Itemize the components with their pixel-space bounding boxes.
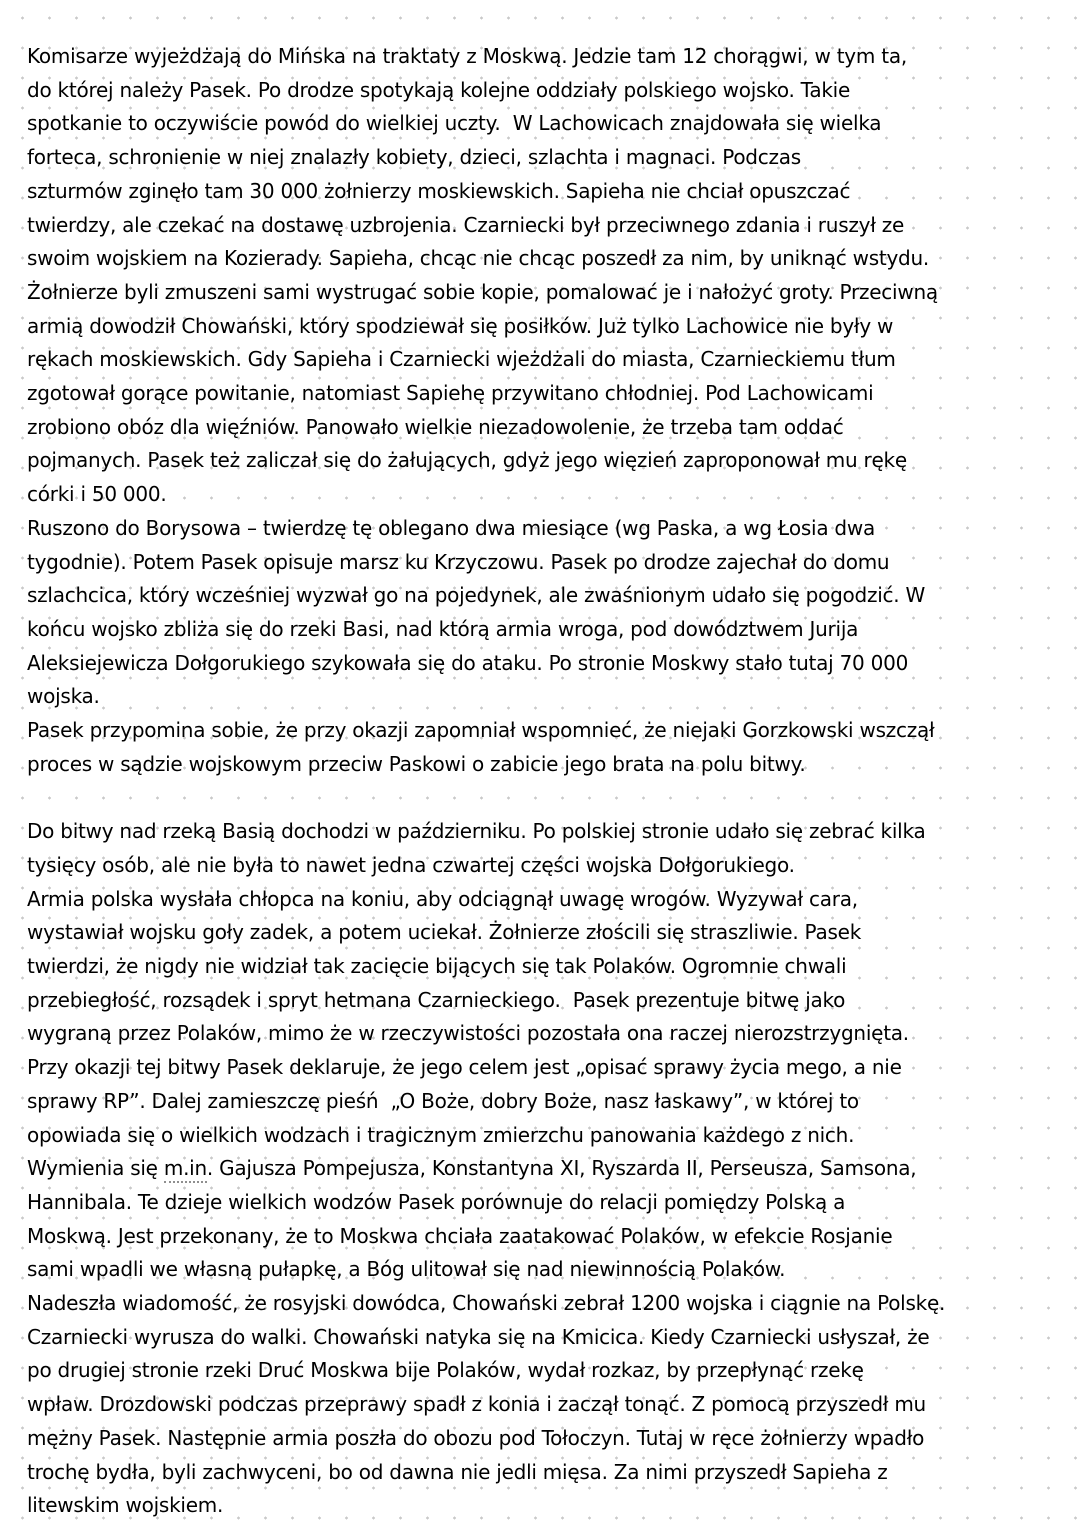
text-line: do której należy Pasek. Po drodze spotykają kolejne oddziały polskiego wojsko. Takie: [27, 77, 851, 102]
text-line: spotkanie to oczywiście powód do wielkiej uczty. W Lachowicach znajdowała się wielka: [27, 111, 882, 136]
text-line: Czarniecki wyrusza do walki. Chowański natyka się na Kmicica. Kiedy Czarniecki usłyszał, że: [27, 1324, 930, 1349]
text-line: litewskim wojskiem.: [27, 1493, 224, 1518]
text-line: pojmanych. Pasek też zaliczał się do żałujących, gdyż jego więzień zaproponował mu rękę: [27, 448, 907, 473]
text-line: Ruszono do Borysowa – twierdzę tę oblegano dwa miesiące (wg Paska, a wg Łosia dwa: [27, 515, 875, 540]
text-line: Przy okazji tej bitwy Pasek deklaruje, że jego celem jest „opisać sprawy życia mego, a nie: [27, 1055, 902, 1080]
text-line: tygodnie). Potem Pasek opisuje marsz ku Krzyczowu. Pasek po drodze zajechał do domu: [27, 549, 890, 574]
text-line: Wymienia się m.in. Gajusza Pompejusza, Konstantyna XI, Ryszarda II, Perseusza, Samsona,: [27, 1152, 1056, 1186]
blank-line: [27, 781, 1056, 815]
text-line: przebiegłość, rozsądek i spryt hetmana Czarnieckiego. Pasek prezentuje bitwę jako: [27, 987, 846, 1012]
text-line: swoim wojskiem na Kozierady. Sapieha, chcąc nie chcąc poszedł za nim, by uniknąć wstydu.: [27, 246, 930, 271]
text-line: zrobiono obóz dla więźniów. Panowało wielkie niezadowolenie, że trzeba tam oddać: [27, 414, 844, 439]
text-line: opowiada się o wielkich wodzach i tragicznym zmierzchu panowania każdego z nich.: [27, 1122, 855, 1147]
text-line: szturmów zginęło tam 30 000 żołnierzy moskiewskich. Sapieha nie chciał opuszczać: [27, 178, 851, 203]
text-line: twierdzy, ale czekać na dostawę uzbrojenia. Czarniecki był przeciwnego zdania i ruszył ze: [27, 212, 905, 237]
text-line: twierdzi, że nigdy nie widział tak zacięcie bijących się tak Polaków. Ogromnie chwali: [27, 953, 847, 978]
text-line: forteca, schronienie w niej znalazły kobiety, dzieci, szlachta i magnaci. Podczas: [27, 145, 801, 170]
text-line: Hannibala. Te dzieje wielkich wodzów Pasek porównuje do relacji pomiędzy Polską a: [27, 1189, 846, 1214]
text-line: Pasek przypomina sobie, że przy okazji zapomniał wspomnieć, że niejaki Gorzkowski wszczął: [27, 718, 935, 743]
text-line: sprawy RP”. Dalej zamieszczę pieśń „O Boże, dobry Boże, nasz łaskawy”, w której to: [27, 1088, 859, 1113]
text-line: końcu wojsko zbliża się do rzeki Basi, nad którą armia wroga, pod dowództwem Jurija: [27, 616, 859, 641]
text-line: rękach moskiewskich. Gdy Sapieha i Czarniecki wjeżdżali do miasta, Czarnieckiemu tłum: [27, 347, 896, 372]
text-line: zgotował gorące powitanie, natomiast Sapiehę przywitano chłodniej. Pod Lachowicami: [27, 381, 874, 406]
text-line: wpław. Drozdowski podczas przeprawy spadł z konia i zaczął tonąć. Z pomocą przyszedł mu: [27, 1392, 926, 1417]
text-line: Żołnierze byli zmuszeni sami wystrugać sobie kopie, pomalować je i nałożyć groty. Przeciwną: [27, 279, 938, 304]
text-line: Moskwą. Jest przekonany, że to Moskwa chciała zaatakować Polaków, w efekcie Rosjanie: [27, 1223, 893, 1248]
spellcheck-underlined-word: m.in: [164, 1156, 207, 1183]
text-line: po drugiej stronie rzeki Druć Moskwa bije Polaków, wydał rozkaz, by przepłynąć rzekę: [27, 1358, 864, 1383]
text-line: wojska.: [27, 684, 100, 709]
text-line: Aleksiejewicza Dołgorukiego szykowała się do ataku. Po stronie Moskwy stało tutaj 70 000: [27, 650, 909, 675]
text-line: córki i 50 000.: [27, 482, 167, 507]
text-line: Armia polska wysłała chłopca na koniu, aby odciągnął uwagę wrogów. Wyzywał cara,: [27, 886, 858, 911]
text-line: proces w sądzie wojskowym przeciw Paskowi o zabicie jego brata na polu bitwy.: [27, 751, 806, 776]
text-line: Nadeszła wiadomość, że rosyjski dowódca, Chowański zebrał 1200 wojska i ciągnie na Polskę.: [27, 1291, 946, 1316]
text-line: Komisarze wyjeżdżają do Mińska na traktaty z Moskwą. Jedzie tam 12 chorągwi, w tym ta,: [27, 44, 907, 68]
text-line: Do bitwy nad rzeką Basią dochodzi w październiku. Po polskiej stronie udało się zebrać kilka: [27, 819, 926, 844]
text-line: sami wpadli we własną pułapkę, a Bóg ulitował się nad niewinnością Polaków.: [27, 1257, 786, 1282]
text-line: szlachcica, który wcześniej wyzwał go na pojedynek, ale zwaśnionym udało się pogodzić. W: [27, 583, 926, 608]
text-line: mężny Pasek. Następnie armia poszła do obozu pod Tołoczyn. Tutaj w ręce żołnierzy wpadło: [27, 1425, 925, 1450]
text-line: trochę bydła, byli zachwyceni, bo od dawna nie jedli mięsa. Za nimi przyszedł Sapieha z: [27, 1459, 888, 1484]
text-line: wystawiał wojsku goły zadek, a potem uciekał. Żołnierze złościli się straszliwie. Pasek: [27, 920, 862, 945]
text-line: tysięcy osób, ale nie była to nawet jedna czwartej części wojska Dołgorukiego.: [27, 852, 795, 877]
text-line: wygraną przez Polaków, mimo że w rzeczywistości pozostała ona raczej nierozstrzygnięta.: [27, 1021, 909, 1046]
text-line: armią dowodził Chowański, który spodziewał się posiłków. Już tylko Lachowice nie były w: [27, 313, 894, 338]
